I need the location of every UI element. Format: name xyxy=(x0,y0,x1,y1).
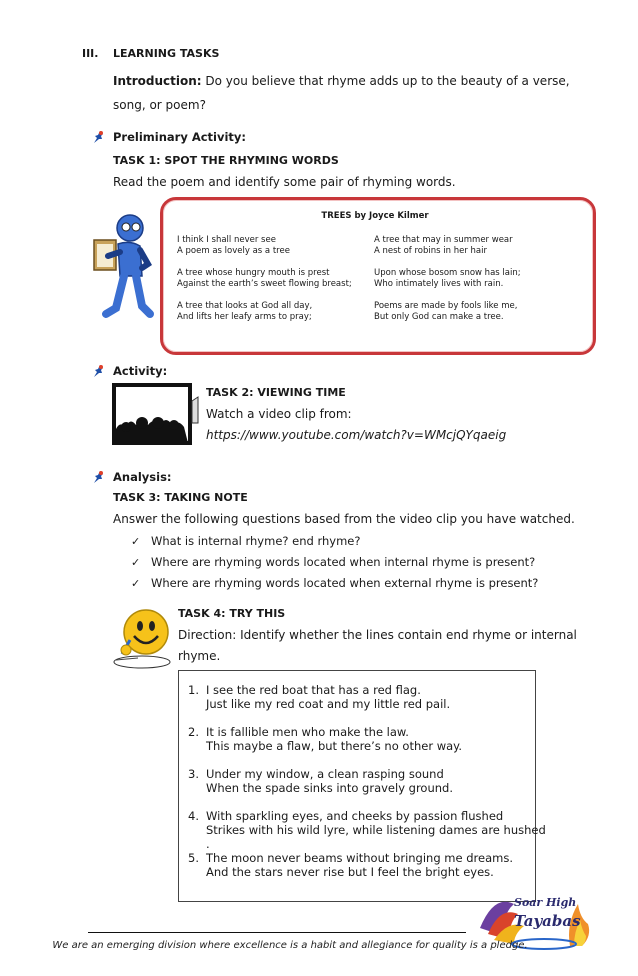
item-line: I see the red boat that has a red flag. xyxy=(206,683,421,697)
list-item xyxy=(188,851,533,879)
task4-direction-line1: Direction: Identify whether the lines contain end rhyme or internal xyxy=(178,628,577,642)
list-item xyxy=(188,809,546,851)
question-text: Where are rhyming words located when internal rhyme is present? xyxy=(151,555,536,569)
list-item xyxy=(188,725,533,753)
intro-label: Introduction: xyxy=(113,74,202,88)
item-number: 4. xyxy=(188,809,199,823)
pushpin-bullet-icon xyxy=(91,130,107,144)
poem-line: A nest of robins in her hair xyxy=(374,246,487,256)
checkmark-icon: ✓ xyxy=(131,555,141,569)
item-number: 2. xyxy=(188,725,199,739)
question-text: What is internal rhyme? end rhyme? xyxy=(151,534,361,548)
activity-heading xyxy=(91,364,167,378)
section-number: III. xyxy=(82,47,99,60)
item-number: 3. xyxy=(188,767,199,781)
question-item xyxy=(131,576,538,590)
poem-right-column xyxy=(374,235,521,323)
video-link[interactable]: https://www.youtube.com/watch?v=WMcjQYqaeig xyxy=(206,428,507,442)
poem-left-column xyxy=(177,235,352,323)
smiley-writing-illustration xyxy=(112,604,178,670)
pushpin-bullet-icon xyxy=(91,364,107,378)
item-line: Under my window, a clean rasping sound xyxy=(206,767,444,781)
poem-line: But only God can make a tree. xyxy=(374,312,504,322)
item-line: Just like my red coat and my little red pail. xyxy=(206,697,451,711)
poem-line: Against the earth’s sweet flowing breast; xyxy=(177,279,352,289)
poem-line: A tree that looks at God all day, xyxy=(177,301,313,311)
poem-line: Who intimately lives with rain. xyxy=(374,279,504,289)
logo-text-bottom: Tayabas xyxy=(514,912,581,930)
task1-title: TASK 1: SPOT THE RHYMING WORDS xyxy=(113,154,339,167)
task3-title: TASK 3: TAKING NOTE xyxy=(113,491,248,504)
question-item xyxy=(131,534,360,548)
poem-line: A tree whose hungry mouth is prest xyxy=(177,268,330,278)
item-line: . xyxy=(206,837,210,851)
pushpin-bullet-icon xyxy=(91,470,107,484)
poem-line: A tree that may in summer wear xyxy=(374,235,513,245)
item-line: And the stars never rise but I feel the bright eyes. xyxy=(206,865,494,879)
question-item xyxy=(131,555,535,569)
student-clipboard-illustration xyxy=(86,210,158,320)
analysis-label: Analysis: xyxy=(113,470,172,484)
checkmark-icon: ✓ xyxy=(131,534,141,548)
item-line: This maybe a flaw, but there’s no other way. xyxy=(206,739,462,753)
item-line: It is fallible men who make the law. xyxy=(206,725,409,739)
introduction xyxy=(113,69,583,117)
item-line: With sparkling eyes, and cheeks by passion flushed xyxy=(206,809,504,823)
item-number: 1. xyxy=(188,683,199,697)
question-text: Where are rhyming words located when external rhyme is present? xyxy=(151,576,539,590)
checkmark-icon: ✓ xyxy=(131,576,141,590)
list-item xyxy=(188,767,533,795)
section-title: LEARNING TASKS xyxy=(113,47,220,60)
task2-instruction: Watch a video clip from: xyxy=(206,407,352,421)
analysis-heading xyxy=(91,470,172,484)
poem-line: And lifts her leafy arms to pray; xyxy=(177,312,312,322)
poem-title: TREES by Joyce Kilmer xyxy=(321,211,429,221)
intro-text: Do you believe that rhyme adds up to the beauty of a verse, song, or poem? xyxy=(113,74,570,112)
poem-line: I think I shall never see xyxy=(177,235,276,245)
task1-instruction: Read the poem and identify some pair of rhyming words. xyxy=(113,175,456,189)
cinema-audience-illustration xyxy=(112,383,202,445)
item-number: 5. xyxy=(188,851,199,865)
logo-text-top: Soar High xyxy=(514,896,577,909)
item-line: Strikes with his wild lyre, while listening dames are hushed xyxy=(206,823,546,837)
task4-title: TASK 4: TRY THIS xyxy=(178,607,286,620)
footer-divider xyxy=(88,932,466,933)
task3-instruction: Answer the following questions based from the video clip you have watched. xyxy=(113,512,575,526)
poem-line: Upon whose bosom snow has lain; xyxy=(374,268,521,278)
task2-title: TASK 2: VIEWING TIME xyxy=(206,386,346,399)
preliminary-label: Preliminary Activity: xyxy=(113,130,247,144)
poem-line: A poem as lovely as a tree xyxy=(177,246,290,256)
item-line: When the spade sinks into gravely ground. xyxy=(206,781,453,795)
task4-direction-line2: rhyme. xyxy=(178,649,221,663)
footer-motto: We are an emerging division where excellence is a habit and allegiance for quality is a pledge. xyxy=(52,940,528,951)
activity-label: Activity: xyxy=(113,364,168,378)
list-item xyxy=(188,683,533,711)
task4-list xyxy=(188,683,546,893)
item-line: The moon never beams without bringing me dreams. xyxy=(206,851,513,865)
preliminary-heading xyxy=(91,130,246,144)
poem-line: Poems are made by fools like me, xyxy=(374,301,518,311)
